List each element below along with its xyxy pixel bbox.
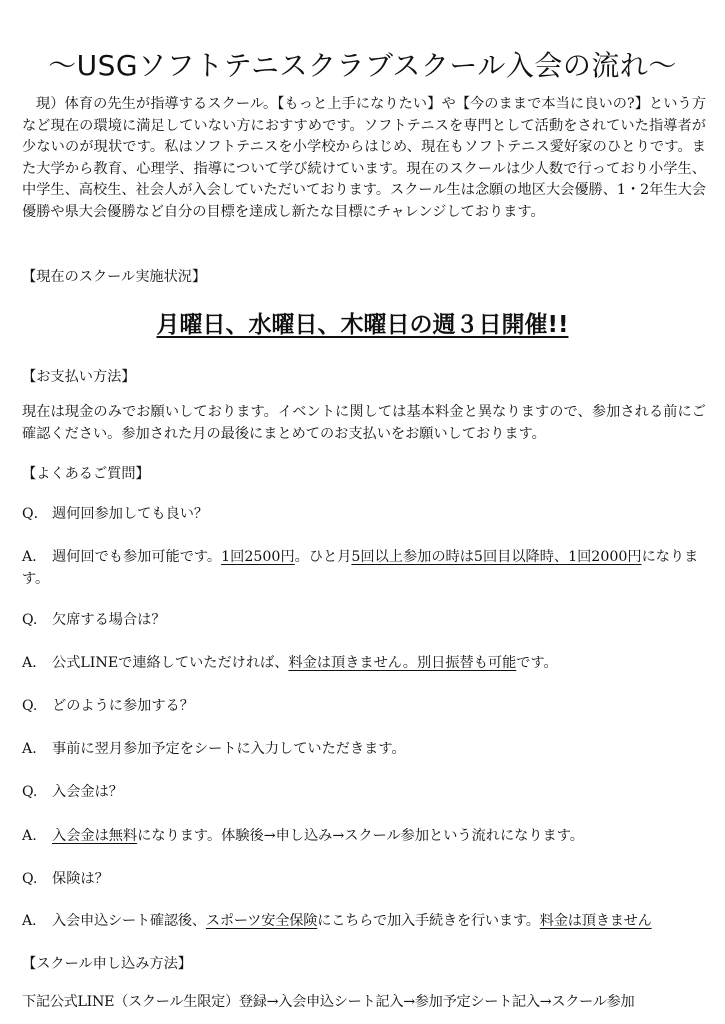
answer-text: になります。 (22, 549, 699, 587)
question-text: 欠席する場合は？ (52, 612, 166, 628)
answer-text: 入会申込シート確認後、 (52, 913, 206, 929)
answer-underlined: 料金は頂きません。別日振替も可能 (288, 655, 517, 671)
answer-text: にこちらで加入手続きを行います。 (317, 913, 540, 929)
faq-answer-1 (22, 546, 706, 590)
answer-mark: A． (22, 655, 47, 671)
question-mark: Q． (22, 506, 48, 522)
faq-question-2 (22, 609, 706, 631)
answer-mark: A. (22, 913, 37, 929)
faq-question-5 (22, 868, 706, 890)
page-title: ～USGソフトテニスクラブスクール入会の流れ～ (48, 49, 677, 82)
answer-text: 事前に翌月参加予定をシートに入力していただきます。 (52, 741, 406, 757)
answer-insurance-underlined: スポーツ安全保険 (205, 913, 318, 929)
faq-answer-2 (22, 652, 706, 674)
payment-heading: 【お支払い方法】 (22, 369, 136, 385)
faq-question-4 (22, 781, 706, 803)
payment-text: 現在は現金のみでお願いしております。イベントに関しては基本料金と異なりますので、参加される前にご確認ください。参加された月の最後にまとめてのお支払いをお願いしております。 (22, 404, 706, 442)
status-heading: 【現在のスクール実施状況】 (22, 269, 207, 285)
faq-heading: 【よくあるご質問】 (22, 466, 150, 482)
question-mark: Q. (22, 612, 38, 628)
question-text: どのように参加する？ (52, 698, 194, 714)
faq-answer-3 (22, 738, 706, 760)
application-text: 下記公式LINE（スクール生限定）登録→入会申込シート記入→参加予定シート記入→スクール参加 (22, 994, 635, 1010)
application-heading: 【スクール申し込み方法】 (22, 956, 192, 972)
answer-mark: A. (22, 741, 37, 757)
answer-price-underlined: 1回2500円 (221, 549, 295, 565)
answer-fee-underlined: 料金は頂きません (539, 913, 652, 929)
answer-underlined: 入会金は無料 (52, 828, 138, 844)
faq-answer-5 (22, 910, 706, 932)
question-text: 週何回参加しても良い？ (52, 506, 209, 522)
question-mark: Q. (22, 698, 38, 714)
answer-text: 週何回でも参加可能です。 (52, 549, 222, 565)
question-mark: Q. (22, 871, 38, 887)
question-text: 入会金は？ (52, 784, 123, 800)
schedule-banner-text: 月曜日、水曜日、木曜日の週３日開催!! (156, 312, 569, 338)
intro-text: 現）体育の先生が指導するスクール。【もっと上手になりたい】や【今のままで本当に良いの?】という方など現在の環境に満足していない方におすすめです。ソフトテニスを専門として活動をされていた指導者が少ないのが現状です。私はソフトテニスを小学校からはじめ、現在もソフトテニス愛好家のひとりです。また大学から教育、心理学、指導について学び続けています。現在のスクールは少人数で行っており小学生、中学生、高校生、社会人が入会していただいております。スクール生は念願の地区大会優勝、1・2年生大会優勝や県大会優勝など自分の目標を達成し新たな目標にチャレンジしております。 (22, 96, 706, 220)
faq-question-3 (22, 695, 706, 717)
answer-text: です。 (516, 655, 558, 671)
answer-text: になります。体験後→申し込み→スクール参加という流れになります。 (137, 828, 584, 844)
intro-paragraph (22, 94, 706, 223)
faq-answer-4 (22, 825, 706, 847)
schedule-banner (0, 306, 725, 339)
answer-mark: A. (22, 828, 37, 844)
question-mark: Q. (22, 784, 38, 800)
answer-text: 。ひと月 (294, 549, 352, 565)
answer-mark: A． (22, 549, 47, 565)
faq-question-1 (22, 503, 706, 525)
answer-text: 公式LINEで連絡していただければ、 (52, 655, 289, 671)
question-text: 保険は？ (52, 871, 109, 887)
answer-discount-underlined: 5回以上参加の時は5回目以降時、1回2000円 (351, 549, 642, 565)
